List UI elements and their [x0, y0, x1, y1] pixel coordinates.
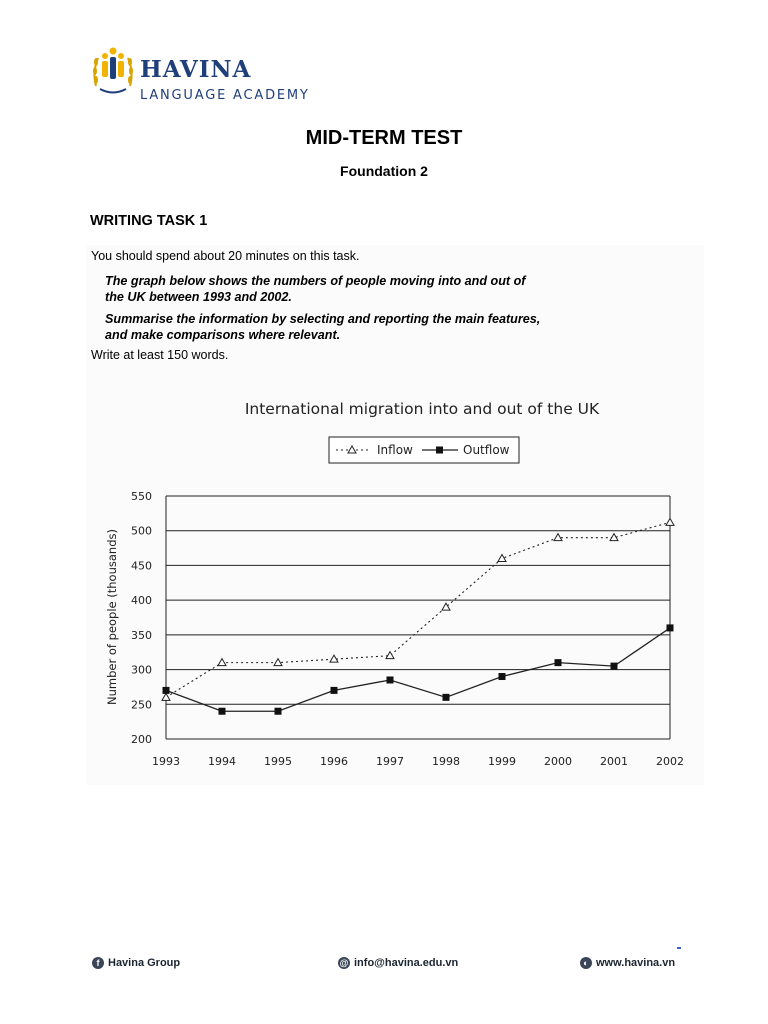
task-heading: WRITING TASK 1: [90, 213, 208, 229]
x-tick-label-1994: 1994: [208, 755, 236, 768]
footer-facebook[interactable]: [92, 957, 180, 969]
y-tick-label-500: 500: [131, 524, 152, 538]
page-subtitle: Foundation 2: [340, 163, 428, 179]
migration-line-chart: [86, 385, 704, 780]
y-tick-label-450: 450: [131, 559, 152, 573]
instruction-line-1: Summarise the information by selecting and reporting the main features,: [105, 312, 541, 326]
chart-title: International migration into and out of the UK: [244, 400, 600, 418]
time-note: You should spend about 20 minutes on this task.: [91, 249, 360, 263]
outflow-point-2002: [667, 624, 674, 631]
inflow-point-2002: [666, 518, 674, 525]
outflow-point-1997: [387, 676, 394, 683]
outflow-point-2000: [555, 659, 562, 666]
y-axis-label: Number of people (thousands): [105, 529, 119, 705]
prompt-line-2: the UK between 1993 and 2002.: [105, 290, 292, 304]
legend-inflow-label: Inflow: [377, 443, 413, 457]
x-tick-label-1993: 1993: [152, 755, 180, 768]
inflow-point-2000: [554, 534, 562, 541]
outflow-point-1994: [219, 708, 226, 715]
page-title: MID-TERM TEST: [305, 127, 463, 149]
chart-legend: [329, 437, 519, 463]
word-count-note: Write at least 150 words.: [91, 348, 229, 362]
instruction-line-2: and make comparisons where relevant.: [105, 328, 341, 342]
footer-email[interactable]: [338, 957, 458, 969]
outflow-point-1998: [443, 694, 450, 701]
x-tick-label-2001: 2001: [600, 755, 628, 768]
prompt-line-1: The graph below shows the numbers of people moving into and out of: [105, 274, 526, 288]
x-tick-label-1998: 1998: [432, 755, 460, 768]
y-tick-label-250: 250: [131, 698, 152, 712]
facebook-label: Havina Group: [108, 957, 181, 969]
inflow-point-1995: [274, 659, 282, 666]
email-label: info@havina.edu.vn: [354, 957, 459, 969]
inflow-point-1997: [386, 652, 394, 659]
facebook-icon: f: [92, 957, 104, 969]
inflow-point-1994: [218, 659, 226, 666]
logo-emblem-icon: [90, 42, 136, 100]
y-tick-label-550: 550: [131, 490, 152, 503]
y-tick-label-400: 400: [131, 594, 152, 608]
footer-website[interactable]: [580, 957, 675, 969]
series-inflow-line: [166, 522, 670, 697]
email-icon: @: [339, 958, 349, 968]
outflow-point-1999: [499, 673, 506, 680]
website-label: www.havina.vn: [596, 957, 676, 969]
x-tick-label-1997: 1997: [376, 755, 404, 768]
x-tick-label-1996: 1996: [320, 755, 348, 768]
outflow-point-1993: [163, 687, 170, 694]
outflow-point-1995: [275, 708, 282, 715]
havina-logo: [90, 42, 310, 103]
y-tick-label-350: 350: [131, 628, 152, 642]
x-tick-label-2002: 2002: [656, 755, 684, 768]
logo-subtitle: LANGUAGE ACADEMY: [140, 88, 310, 103]
y-tick-label-200: 200: [131, 733, 152, 746]
legend-outflow-label: Outflow: [463, 443, 510, 457]
inflow-point-1998: [442, 603, 450, 610]
y-tick-label-300: 300: [131, 663, 152, 677]
decorative-dash: [677, 947, 681, 949]
logo-name: HAVINA: [140, 56, 252, 83]
x-tick-label-1995: 1995: [264, 755, 292, 768]
inflow-point-1993: [162, 693, 170, 700]
outflow-point-2001: [611, 663, 618, 670]
globe-icon: ◐: [580, 957, 592, 969]
outflow-point-1996: [331, 687, 338, 694]
x-tick-label-2000: 2000: [544, 755, 572, 768]
x-tick-label-1999: 1999: [488, 755, 516, 768]
